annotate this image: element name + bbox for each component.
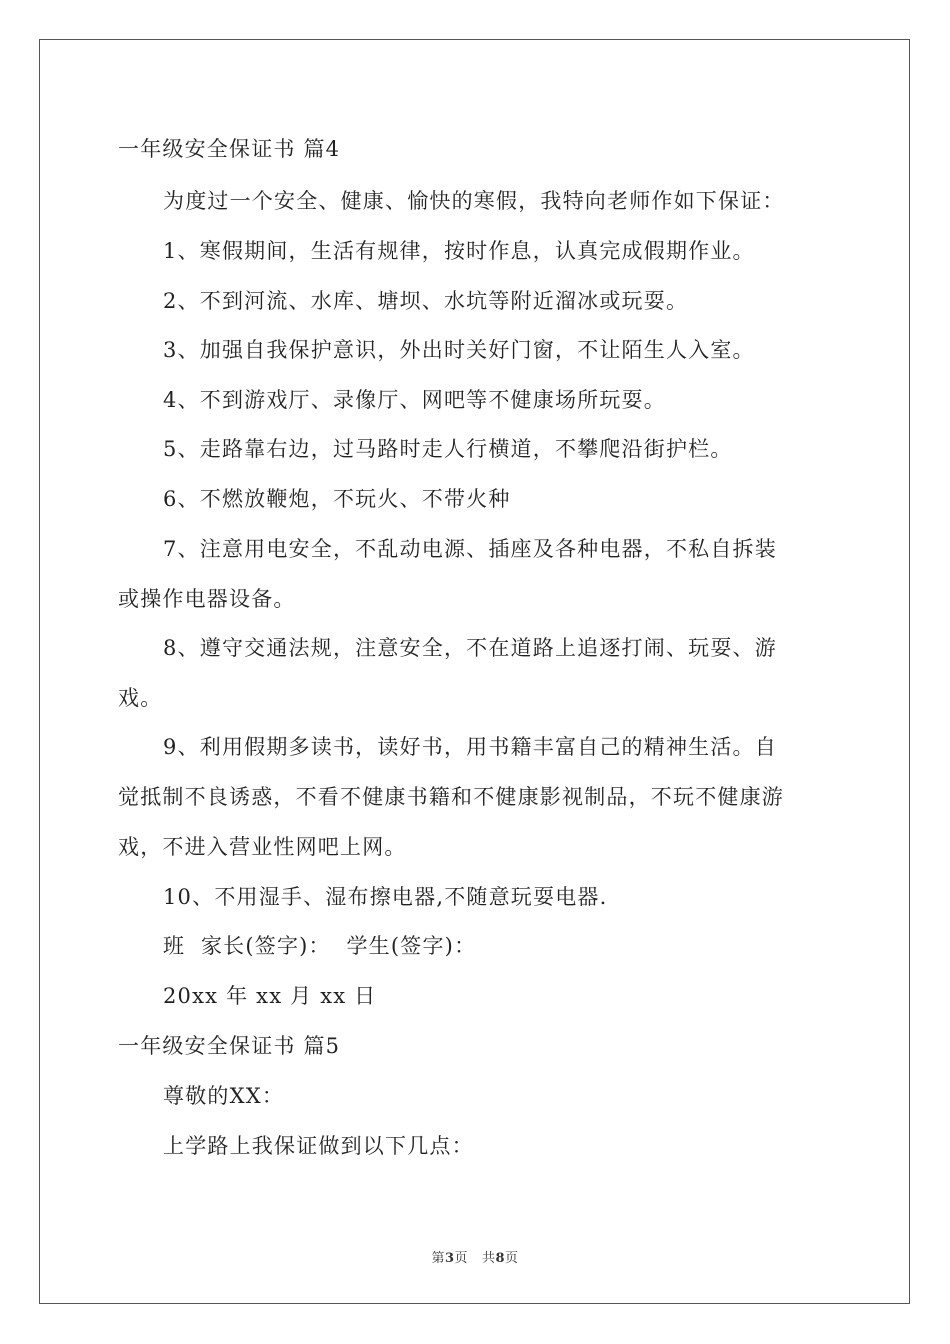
signature-line: 班 家长(签字)： 学生(签字)：	[163, 934, 477, 958]
footer-prefix: 第	[431, 1251, 445, 1266]
date-line: 20xx 年 xx 月 xx 日	[163, 984, 377, 1008]
pledge-item-9-line-3: 戏，不进入营业性网吧上网。	[118, 835, 407, 859]
section-4-title: 一年级安全保证书 篇4	[118, 137, 341, 161]
footer-suffix: 页	[505, 1251, 519, 1266]
pledge-item-9-line-2: 觉抵制不良诱惑，不看不健康书籍和不健康影视制品，不玩不健康游	[118, 785, 784, 809]
section-5-greeting: 尊敬的XX：	[163, 1084, 285, 1108]
pledge-item-2: 2、不到河流、水库、塘坝、水坑等附近溜冰或玩耍。	[163, 289, 689, 313]
total-page-number: 8	[495, 1251, 505, 1266]
pledge-item-8-line-2: 戏。	[118, 686, 163, 710]
footer-mid: 页 共	[454, 1251, 496, 1266]
page-footer	[0, 1247, 950, 1266]
pledge-item-6: 6、不燃放鞭炮，不玩火、不带火种	[163, 487, 511, 511]
pledge-item-4: 4、不到游戏厅、录像厅、网吧等不健康场所玩耍。	[163, 388, 666, 412]
pledge-item-1: 1、寒假期间，生活有规律，按时作息，认真完成假期作业。	[163, 239, 755, 263]
pledge-item-7-line-1: 7、注意用电安全，不乱动电源、插座及各种电器，不私自拆装	[163, 537, 777, 561]
pledge-item-8-line-1: 8、遵守交通法规，注意安全，不在道路上追逐打闹、玩耍、游	[163, 636, 777, 660]
pledge-item-7-line-2: 或操作电器设备。	[118, 587, 296, 611]
pledge-item-9-line-1: 9、利用假期多读书，读好书，用书籍丰富自己的精神生活。自	[163, 735, 777, 759]
section-5-title: 一年级安全保证书 篇5	[118, 1034, 341, 1058]
pledge-item-10: 10、不用湿手、湿布擦电器,不随意玩耍电器.	[163, 885, 608, 909]
section-5-intro: 上学路上我保证做到以下几点：	[163, 1134, 474, 1158]
pledge-item-5: 5、走路靠右边，过马路时走人行横道，不攀爬沿街护栏。	[163, 437, 733, 461]
section-4-intro: 为度过一个安全、健康、愉快的寒假，我特向老师作如下保证：	[163, 189, 785, 213]
page-border	[39, 39, 910, 1304]
pledge-item-3: 3、加强自我保护意识，外出时关好门窗，不让陌生人入室。	[163, 338, 755, 362]
current-page-number: 3	[445, 1251, 455, 1266]
